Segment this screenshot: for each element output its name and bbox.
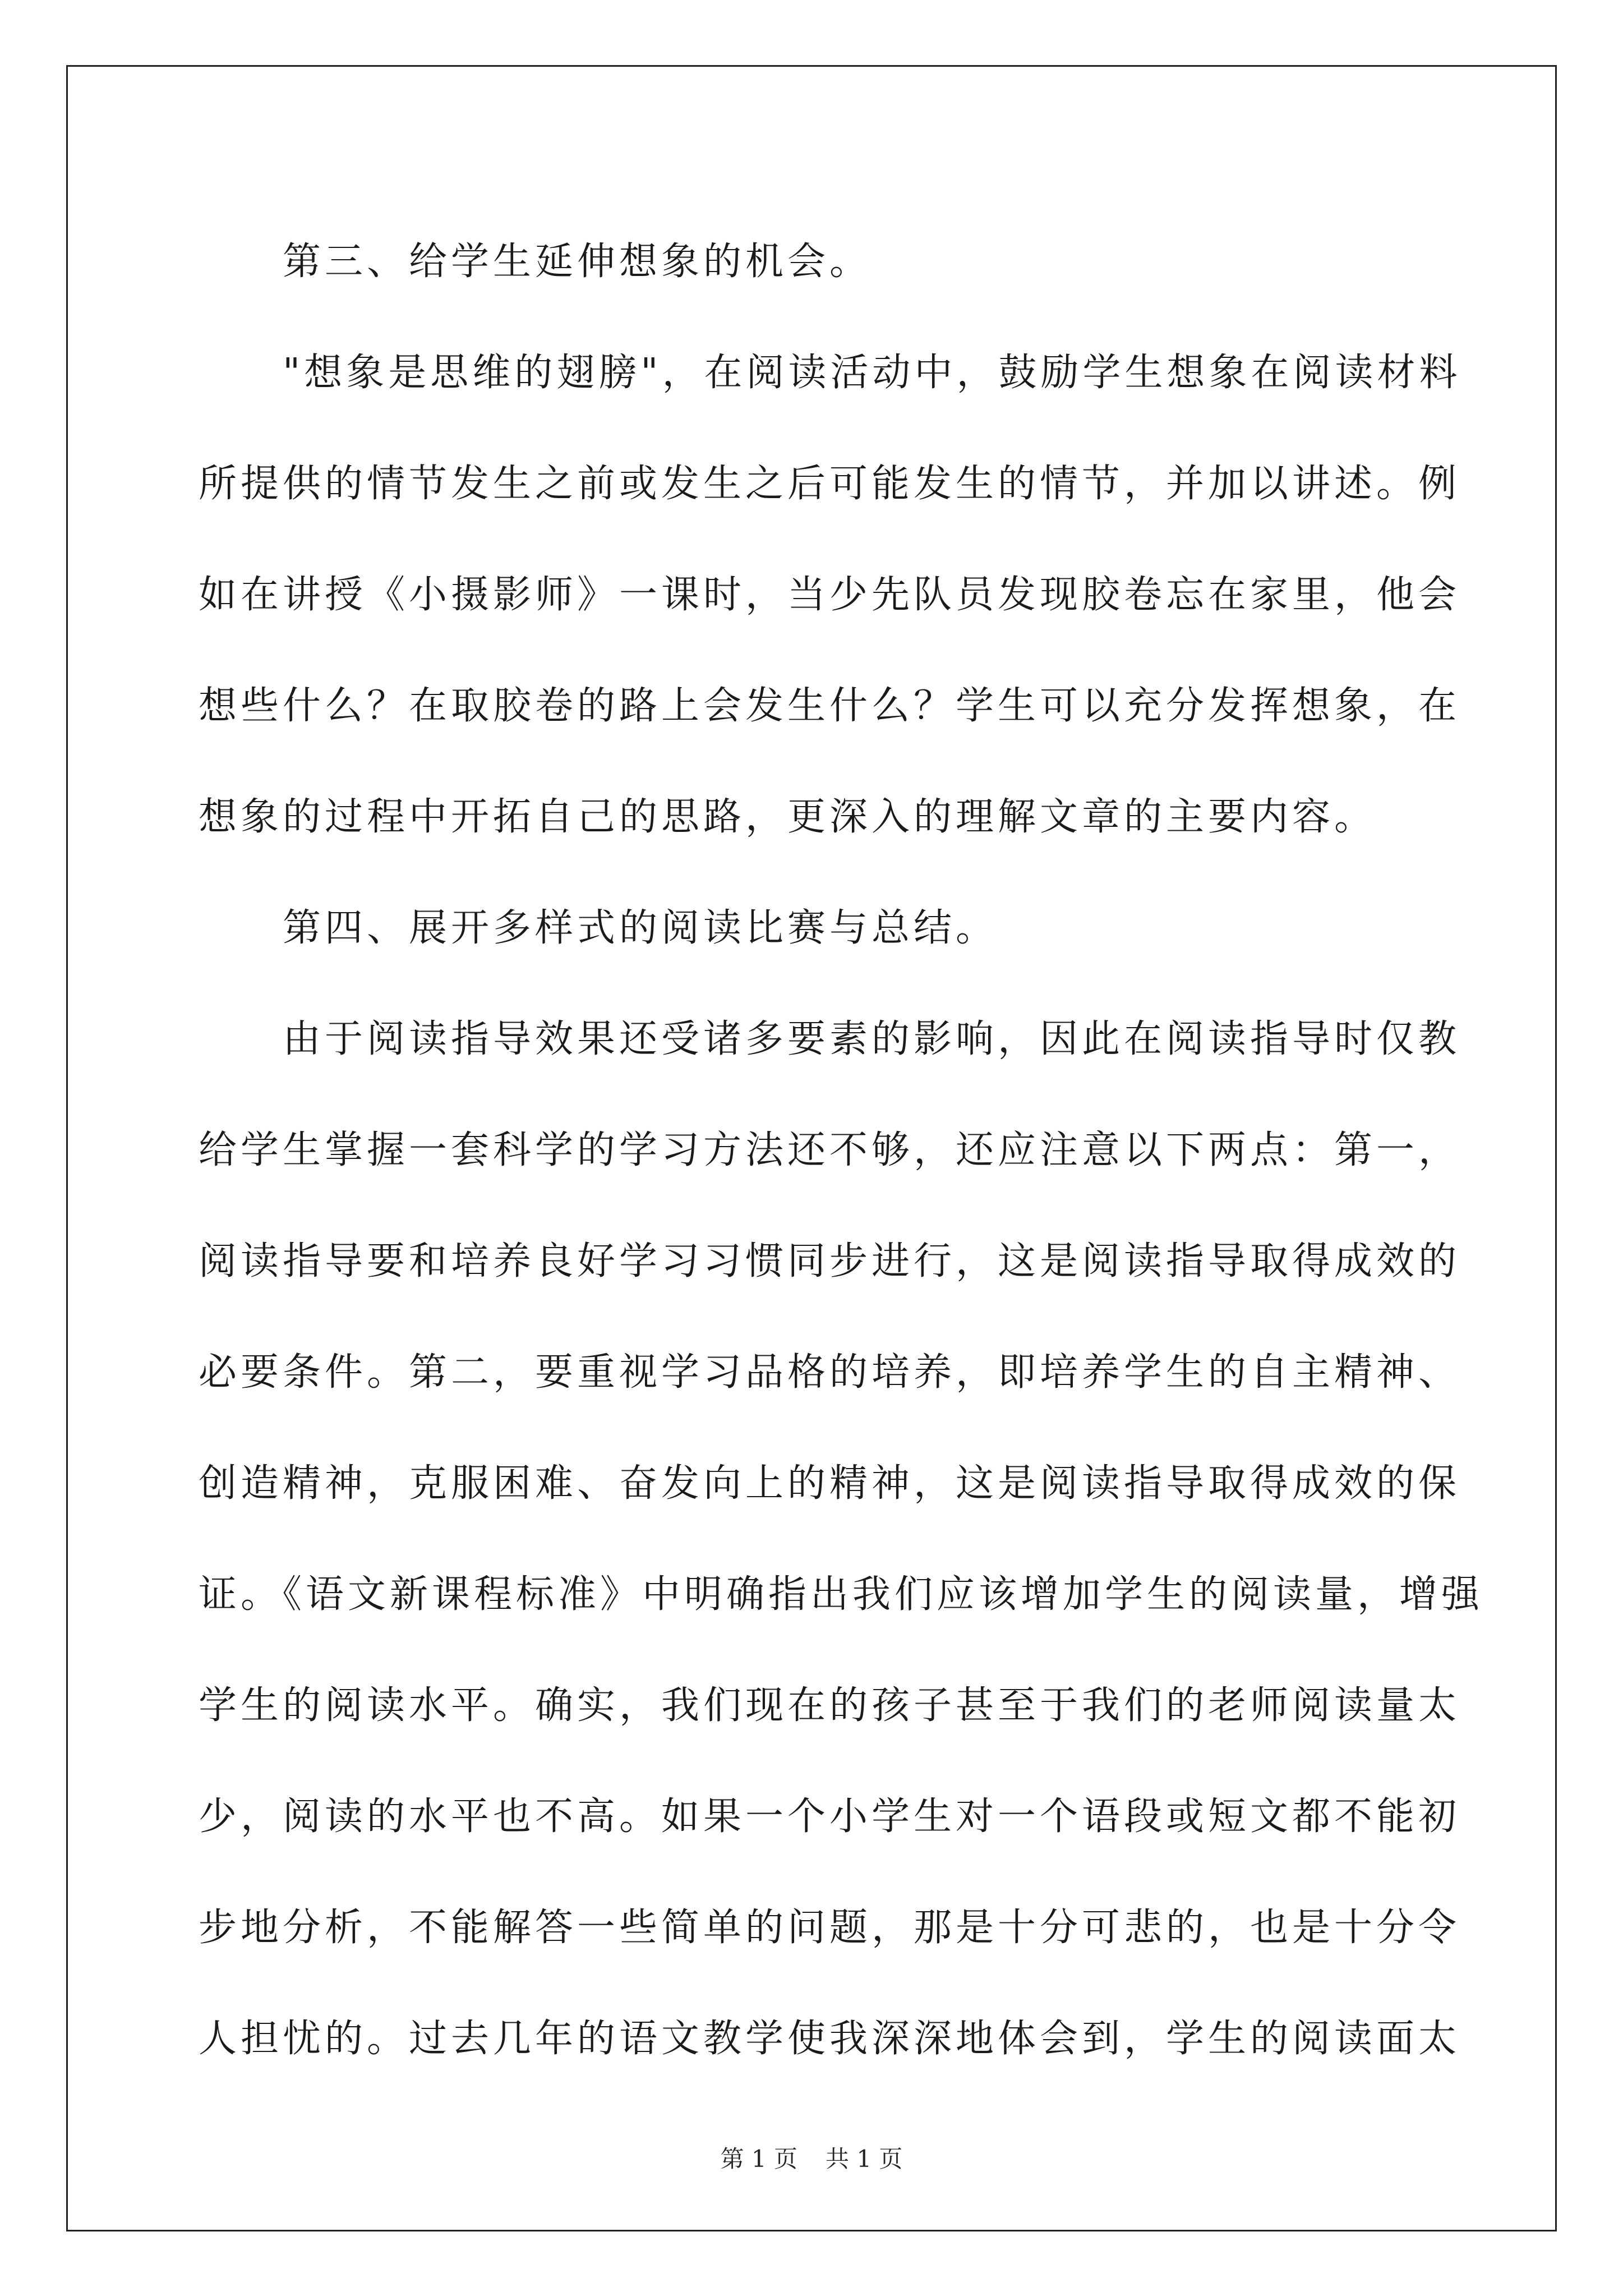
text-line: 想些什么？在取胶卷的路上会发生什么？学生可以充分发挥想象，在 (199, 684, 1461, 728)
text-line: 给学生掌握一套科学的学习方法还不够，还应注意以下两点：第一， (199, 1128, 1461, 1172)
text-line: 证。《语文新课程标准》中明确指出我们应该增加学生的阅读量，增强 (199, 1572, 1484, 1617)
text-line: 由于阅读指导效果还受诸多要素的影响，因此在阅读指导时仅教 (283, 1017, 1461, 1061)
text-line: 如在讲授《小摄影师》一课时，当少先队员发现胶卷忘在家里，他会 (199, 573, 1461, 617)
text-line: 第三、给学生延伸想象的机会。 (283, 240, 872, 284)
text-line: 创造精神，克服困难、奋发向上的精神，这是阅读指导取得成效的保 (199, 1461, 1461, 1506)
page-footer (0, 2141, 1623, 2174)
page-number: 第 1 页 (720, 2145, 797, 2173)
text-line: 第四、展开多样式的阅读比赛与总结。 (283, 906, 998, 950)
page-total: 共 1 页 (826, 2145, 903, 2173)
text-line: 阅读指导要和培养良好学习习惯同步进行，这是阅读指导取得成效的 (199, 1239, 1461, 1283)
text-line: 所提供的情节发生之前或发生之后可能发生的情节，并加以讲述。例 (199, 462, 1461, 506)
text-line: 步地分析，不能解答一些简单的问题，那是十分可悲的，也是十分令 (199, 1906, 1461, 1950)
text-line: 必要条件。第二，要重视学习品格的培养，即培养学生的自主精神、 (199, 1350, 1461, 1395)
text-line: "想象是思维的翅膀"，在阅读活动中，鼓励学生想象在阅读材料 (283, 351, 1461, 395)
text-line: 学生的阅读水平。确实，我们现在的孩子甚至于我们的老师阅读量太 (199, 1683, 1461, 1728)
text-line: 想象的过程中开拓自己的思路，更深入的理解文章的主要内容。 (199, 795, 1377, 839)
document-body (199, 206, 1484, 2095)
text-line: 人担忧的。过去几年的语文教学使我深深地体会到，学生的阅读面太 (199, 2017, 1461, 2061)
text-line: 少，阅读的水平也不高。如果一个小学生对一个语段或短文都不能初 (199, 1795, 1461, 1839)
